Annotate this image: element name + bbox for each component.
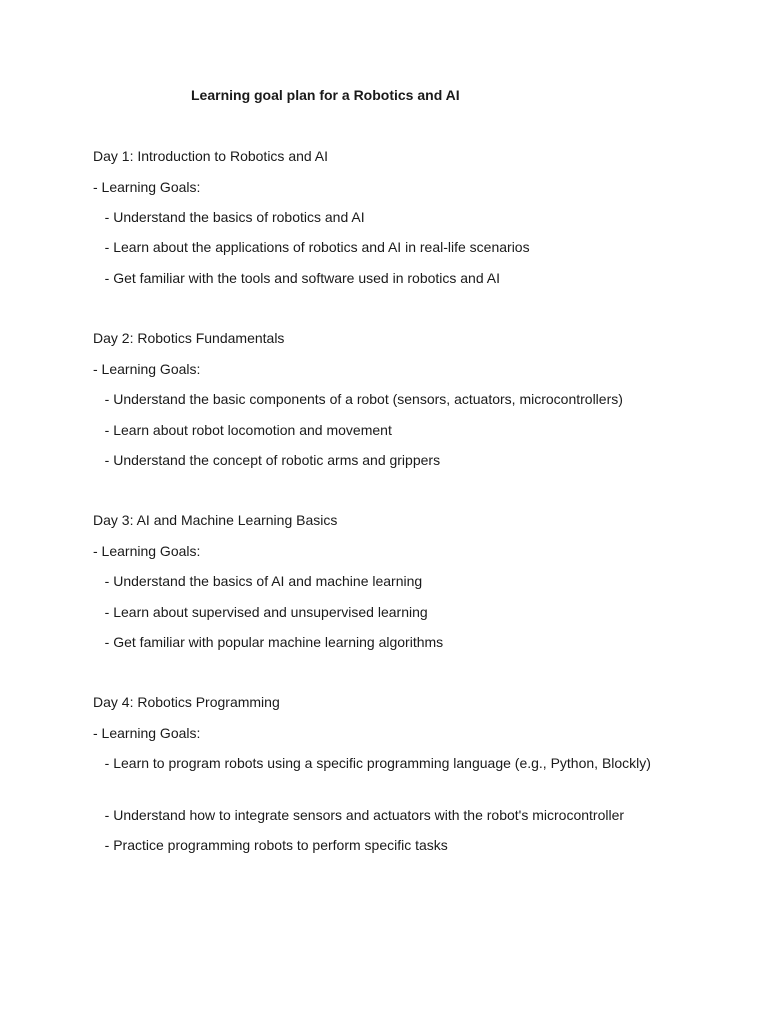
day-3-goal-2: - Learn about supervised and unsupervised learning	[93, 604, 428, 620]
day-1-goals-label: - Learning Goals:	[93, 179, 201, 195]
document-title: Learning goal plan for a Robotics and AI	[191, 87, 460, 103]
day-4-goal-1: - Learn to program robots using a specific programming language (e.g., Python, Blockly)	[93, 755, 651, 771]
day-1-goal-1: - Understand the basics of robotics and AI	[93, 209, 365, 225]
day-1-goal-3: - Get familiar with the tools and software used in robotics and AI	[93, 270, 500, 286]
day-2-goal-3: - Understand the concept of robotic arms and grippers	[93, 452, 441, 468]
day-3-goal-3: - Get familiar with popular machine learning algorithms	[93, 634, 444, 650]
day-4-goals-label: - Learning Goals:	[93, 725, 201, 741]
day-4-goal-2: - Understand how to integrate sensors and actuators with the robot's microcontroller	[93, 807, 625, 823]
day-1-heading: Day 1: Introduction to Robotics and AI	[93, 148, 329, 164]
day-2-goal-1: - Understand the basic components of a robot (sensors, actuators, microcontrollers)	[93, 391, 623, 407]
day-3-goal-1: - Understand the basics of AI and machine learning	[93, 573, 423, 589]
day-2-goals-label: - Learning Goals:	[93, 361, 201, 377]
day-3-heading: Day 3: AI and Machine Learning Basics	[93, 512, 338, 528]
day-2-heading: Day 2: Robotics Fundamentals	[93, 330, 285, 346]
day-4-goal-3: - Practice programming robots to perform specific tasks	[93, 837, 448, 853]
day-1-goal-2: - Learn about the applications of robotics and AI in real-life scenarios	[93, 239, 530, 255]
day-4-heading: Day 4: Robotics Programming	[93, 694, 280, 710]
day-3-goals-label: - Learning Goals:	[93, 543, 201, 559]
day-2-goal-2: - Learn about robot locomotion and movement	[93, 422, 392, 438]
